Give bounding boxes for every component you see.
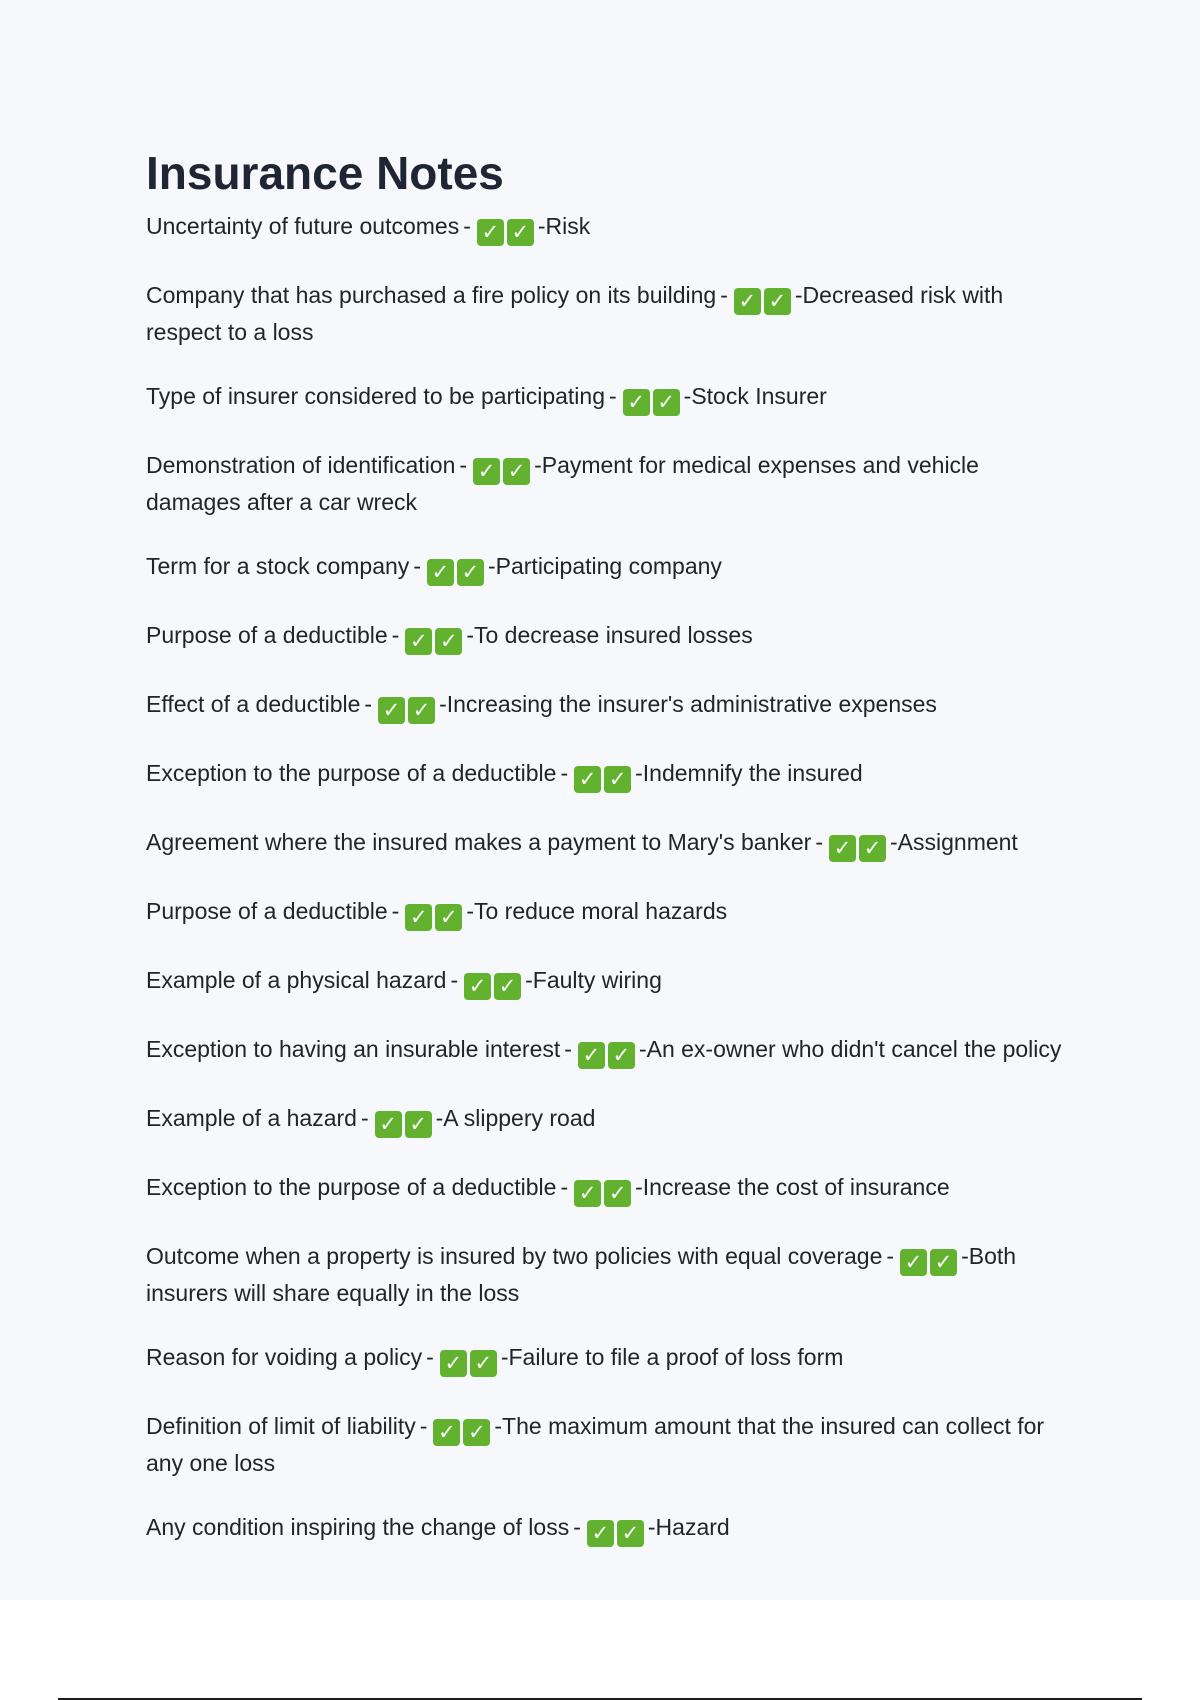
note-answer: -Decreased risk with respect to a loss (146, 282, 1004, 345)
note-separator: - (419, 1413, 428, 1439)
note-separator: - (609, 383, 617, 409)
note-separator: - (815, 829, 823, 855)
check-icon: ✓ (457, 559, 484, 586)
note-item (146, 826, 1076, 863)
note-item (146, 1511, 1076, 1548)
check-icon: ✓ (405, 628, 432, 655)
check-icon: ✓ (587, 1520, 614, 1547)
note-term: Example of a physical hazard (146, 967, 447, 993)
check-icon: ✓ (435, 628, 462, 655)
check-icon: ✓ (477, 219, 504, 246)
check-icon: ✓ (494, 973, 521, 1000)
check-icon: ✓ (900, 1249, 927, 1276)
note-term: Any condition inspiring the change of loss (146, 1514, 570, 1540)
check-icon: ✓ (464, 973, 491, 1000)
check-icon: ✓ (427, 559, 454, 586)
note-term: Uncertainty of future outcomes (146, 213, 460, 239)
note-term: Reason for voiding a policy (146, 1344, 423, 1370)
check-icon: ✓ (408, 697, 435, 724)
note-answer: -Assignment (890, 829, 1018, 855)
check-icon: ✓ (463, 1419, 490, 1446)
note-separator: - (459, 452, 468, 478)
check-marks (405, 624, 465, 656)
check-icon: ✓ (604, 1180, 631, 1207)
check-marks (587, 1516, 647, 1548)
note-term: Purpose of a deductible (146, 898, 388, 924)
note-term: Type of insurer considered to be participating (146, 383, 605, 409)
note-answer: -A slippery road (435, 1105, 596, 1131)
note-separator: - (560, 1174, 569, 1200)
note-item (146, 1033, 1076, 1070)
note-term: Outcome when a property is insured by two policies with equal coverage (146, 1243, 883, 1269)
check-marks (405, 900, 465, 932)
note-separator: - (391, 898, 400, 924)
note-item (146, 1171, 1076, 1208)
check-icon: ✓ (435, 904, 462, 931)
check-marks (900, 1245, 960, 1277)
note-item (146, 895, 1076, 932)
note-item (146, 1410, 1076, 1479)
note-separator: - (463, 213, 471, 239)
note-answer: -The maximum amount that the insured can collect for any one loss (146, 1413, 1045, 1476)
note-separator: - (426, 1344, 434, 1370)
note-term: Agreement where the insured makes a payment to Mary's banker (146, 829, 812, 855)
check-marks (473, 454, 533, 486)
check-marks (734, 284, 794, 316)
note-term: Exception to having an insurable interest (146, 1036, 561, 1062)
check-icon: ✓ (503, 458, 530, 485)
note-separator: - (573, 1514, 581, 1540)
note-answer: -Both insurers will share equally in the loss (146, 1243, 1017, 1306)
check-icon: ✓ (574, 1180, 601, 1207)
note-item (146, 688, 1076, 725)
note-item (146, 550, 1076, 587)
check-icon: ✓ (578, 1042, 605, 1069)
note-separator: - (413, 553, 421, 579)
note-term: Demonstration of identification (146, 452, 456, 478)
check-marks (578, 1038, 638, 1070)
note-term: Company that has purchased a fire policy on its building (146, 282, 717, 308)
note-answer: -Increase the cost of insurance (635, 1174, 950, 1200)
check-marks (464, 969, 524, 1001)
note-separator: - (886, 1243, 895, 1269)
note-item (146, 449, 1076, 518)
note-term: Example of a hazard (146, 1105, 357, 1131)
note-answer: -To reduce moral hazards (466, 898, 728, 924)
note-answer: -Faulty wiring (525, 967, 662, 993)
note-answer: -To decrease insured losses (466, 622, 753, 648)
check-icon: ✓ (608, 1042, 635, 1069)
note-answer: -An ex-owner who didn't cancel the policy (638, 1036, 1062, 1062)
note-separator: - (720, 282, 728, 308)
note-item (146, 1240, 1076, 1309)
note-term: Purpose of a deductible (146, 622, 388, 648)
check-icon: ✓ (433, 1419, 460, 1446)
note-term: Exception to the purpose of a deductible (146, 760, 557, 786)
check-icon: ✓ (604, 766, 631, 793)
check-marks (375, 1107, 435, 1139)
notes-content (146, 144, 1076, 1580)
check-icon: ✓ (734, 288, 761, 315)
check-marks (829, 831, 889, 863)
note-item (146, 1102, 1076, 1139)
note-answer: -Indemnify the insured (635, 760, 863, 786)
check-marks (574, 1176, 634, 1208)
note-answer: -Failure to file a proof of loss form (500, 1344, 844, 1370)
check-icon: ✓ (405, 1111, 432, 1138)
notes-list (146, 210, 1076, 1548)
check-icon: ✓ (829, 835, 856, 862)
page-title: Insurance Notes (146, 147, 504, 199)
check-marks (574, 762, 634, 794)
check-icon: ✓ (378, 697, 405, 724)
note-term: Term for a stock company (146, 553, 410, 579)
note-separator: - (391, 622, 400, 648)
note-answer: -Hazard (647, 1514, 730, 1540)
check-icon: ✓ (507, 219, 534, 246)
note-item (146, 1341, 1076, 1378)
check-icon: ✓ (764, 288, 791, 315)
note-answer: -Participating company (487, 553, 722, 579)
check-marks (427, 555, 487, 587)
check-icon: ✓ (930, 1249, 957, 1276)
note-answer: -Risk (537, 213, 591, 239)
check-icon: ✓ (473, 458, 500, 485)
check-marks (433, 1415, 493, 1447)
check-icon: ✓ (859, 835, 886, 862)
note-separator: - (560, 760, 569, 786)
note-separator: - (564, 1036, 572, 1062)
note-separator: - (450, 967, 459, 993)
note-item (146, 380, 1076, 417)
note-item (146, 279, 1076, 348)
note-answer: -Payment for medical expenses and vehicle damages after a car wreck (146, 452, 979, 515)
note-term: Definition of limit of liability (146, 1413, 416, 1439)
check-marks (440, 1346, 500, 1378)
check-icon: ✓ (574, 766, 601, 793)
note-separator: - (360, 1105, 369, 1131)
check-marks (378, 693, 438, 725)
check-icon: ✓ (617, 1520, 644, 1547)
check-icon: ✓ (623, 389, 650, 416)
note-item (146, 964, 1076, 1001)
note-term: Effect of a deductible (146, 691, 361, 717)
note-separator: - (364, 691, 373, 717)
check-icon: ✓ (653, 389, 680, 416)
note-item (146, 619, 1076, 656)
note-answer: -Increasing the insurer's administrative expenses (439, 691, 937, 717)
note-answer: -Stock Insurer (683, 383, 827, 409)
check-icon: ✓ (405, 904, 432, 931)
note-item (146, 210, 1076, 247)
check-icon: ✓ (440, 1350, 467, 1377)
check-marks (623, 385, 683, 417)
note-item (146, 757, 1076, 794)
check-marks (477, 215, 537, 247)
check-icon: ✓ (470, 1350, 497, 1377)
check-icon: ✓ (375, 1111, 402, 1138)
note-term: Exception to the purpose of a deductible (146, 1174, 557, 1200)
